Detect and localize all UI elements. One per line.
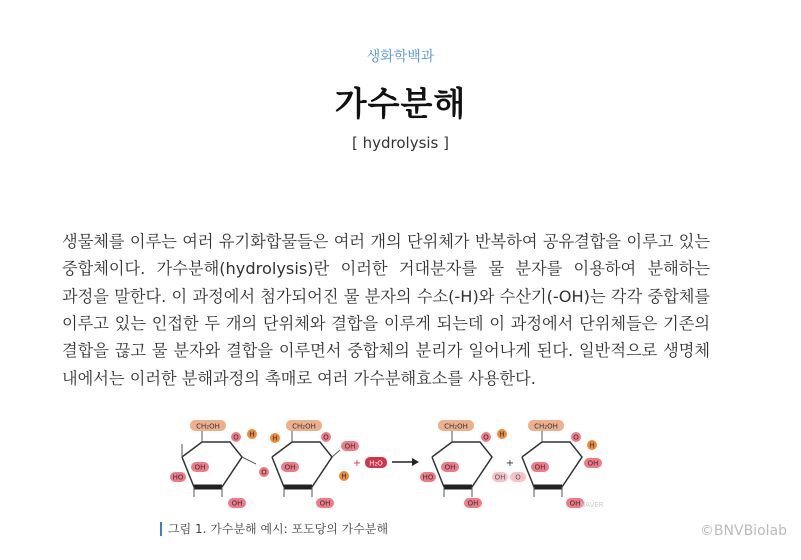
naver-watermark: NAVER — [580, 501, 604, 509]
label-oh: OH — [194, 463, 206, 472]
label-o: O — [261, 468, 267, 477]
label-o: O — [233, 433, 239, 442]
english-term: [ hydrolysis ] — [351, 134, 449, 152]
label-oh: OH — [319, 499, 331, 508]
category-label[interactable]: 생화학백과 — [366, 49, 435, 65]
label-oh: OH — [231, 499, 243, 508]
label-oh: OH — [534, 463, 546, 472]
label-oh: OH — [284, 463, 296, 472]
copyright-credit: ©BNVBiolab — [699, 523, 787, 539]
figure-caption: 그림 1. 가수분해 예시: 포도당의 가수분해 — [160, 522, 388, 536]
label-ch2oh: CH₂OH — [444, 422, 468, 431]
hydrolysis-figure — [160, 412, 620, 517]
label-h: H — [272, 434, 278, 443]
label-oh: OH — [569, 499, 581, 508]
label-o: O — [483, 433, 489, 442]
label-o: O — [515, 473, 521, 482]
label-oh: OH — [587, 459, 599, 468]
body-paragraph: 생물체를 이루는 여러 유기화합물들은 여러 개의 단위체가 반복하여 공유결합을 이루고 있는 중합체이다. 가수분해(hydrolysis)란 이러한 거대분자를 물 분자를 이용하여 분해하는 과정을 말한다. 이 과정에서 첨가되어진 물 분자의 수소(-H)와 수산기(-OH)는 각각 중합체를 이루고 있는 인접한 두 개의 단위체와 결합을 이루게 되는데 이 과정에서 단위체들은 기존의 결합을 끊고 물 분자와 결합을 이루면서 중합체의 분리가 일어나게 된다. 일반적으로 생명체 내에서는 이러한 분해과정의 촉매로 여러 가수분해효소를 사용한다. — [62, 232, 710, 388]
water-label: H₂O — [369, 459, 383, 468]
label-oh: OH — [494, 473, 506, 482]
plus-sign: + — [352, 458, 362, 469]
label-h: H — [249, 430, 255, 439]
label-ho: HO — [172, 473, 184, 482]
page-title: 가수분해 — [334, 84, 467, 123]
label-ch2oh: CH₂OH — [534, 422, 558, 431]
label-oh: OH — [467, 499, 479, 508]
label-h: H — [341, 472, 347, 481]
label-o: O — [573, 433, 579, 442]
plus-sign: + — [505, 458, 515, 469]
label-ho: HO — [422, 473, 434, 482]
label-h: H — [589, 441, 595, 450]
label-o: O — [323, 433, 329, 442]
label-h: H — [499, 430, 505, 439]
reaction-arrow-icon — [392, 458, 419, 466]
label-ch2oh: CH₂OH — [196, 422, 220, 431]
label-oh: OH — [344, 442, 356, 451]
label-oh: OH — [444, 463, 456, 472]
label-ch2oh: CH₂OH — [292, 422, 316, 431]
